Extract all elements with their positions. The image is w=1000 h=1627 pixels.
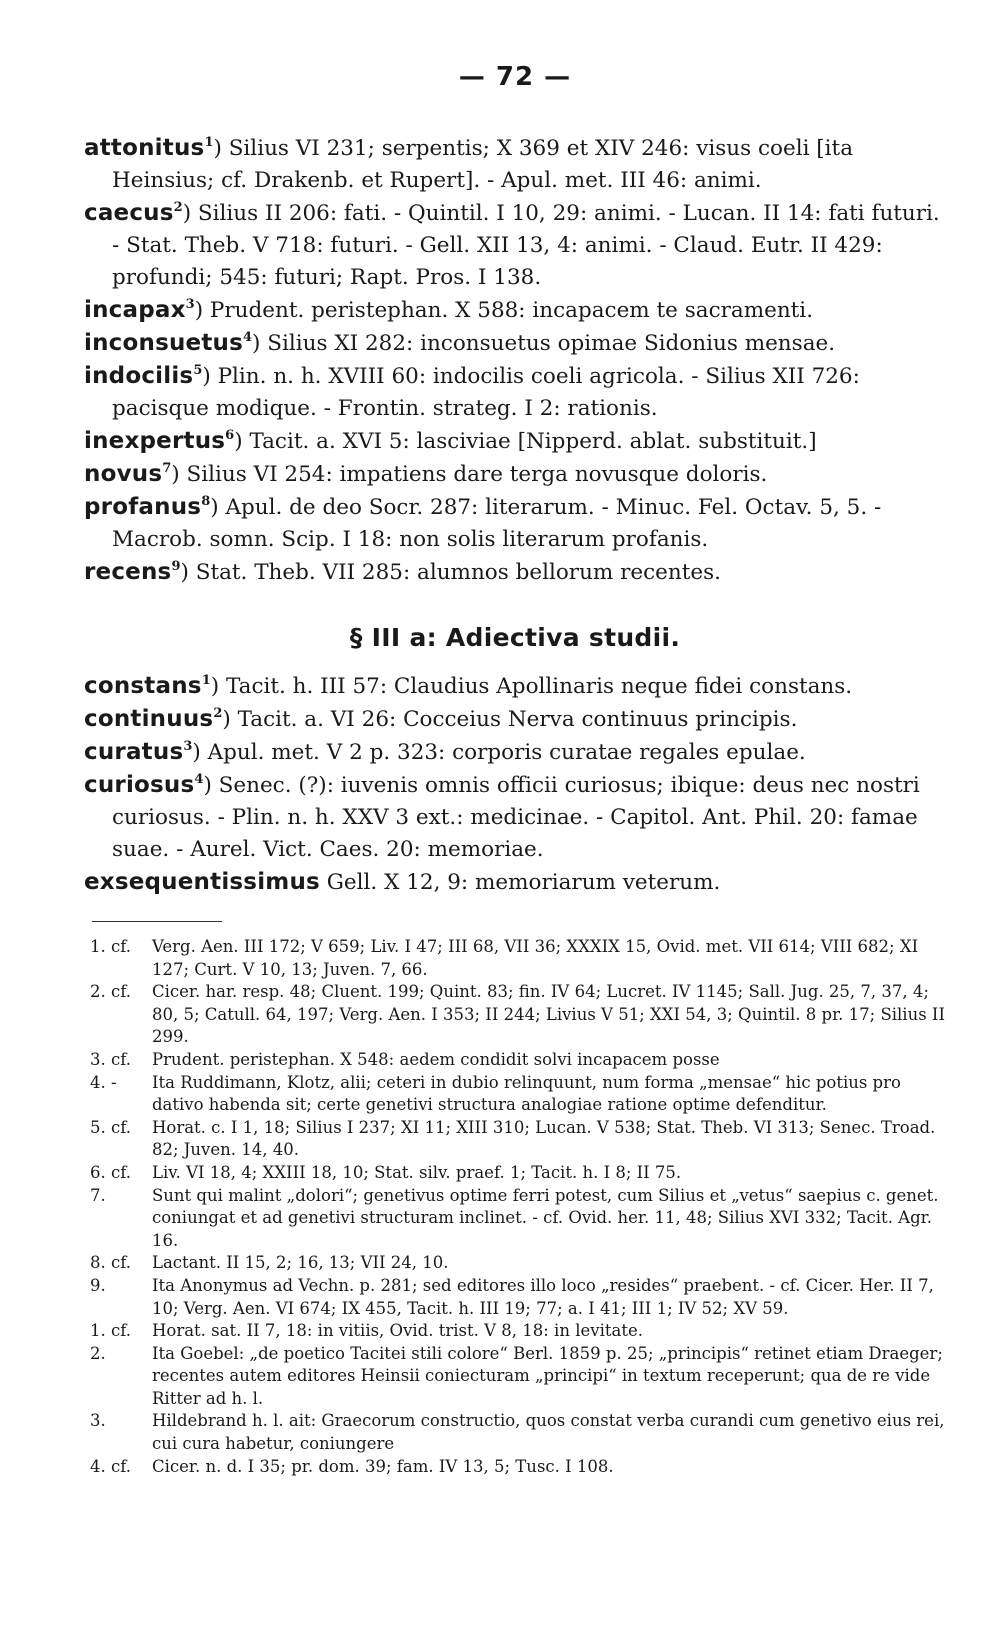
footnote bbox=[84, 1049, 946, 1072]
entry-lemma: novus bbox=[84, 461, 163, 487]
footnote bbox=[84, 1456, 946, 1479]
entry-lemma: caecus bbox=[84, 200, 174, 226]
entry-citation: ) Silius VI 231; serpentis; X 369 et XIV 246: visus coeli [ita Heinsius; cf. Drakenb. et Rupert]. - Apul. met. III 46: animi. bbox=[112, 136, 854, 193]
footnote-ref: 8 bbox=[201, 494, 211, 509]
footnote bbox=[84, 1343, 946, 1411]
entry bbox=[84, 132, 946, 197]
entry-lemma: profanus bbox=[84, 494, 202, 520]
footnote bbox=[84, 1185, 946, 1253]
footnote-mark: 4. - bbox=[90, 1072, 117, 1092]
entry-citation: ) Tacit. h. III 57: Claudius Apollinaris neque fidei constans. bbox=[210, 674, 853, 699]
footnote-mark: 9. bbox=[90, 1275, 106, 1295]
footnote-ref: 4 bbox=[243, 330, 253, 345]
entry-citation: ) Silius XI 282: inconsuetus opimae Sidonius mensae. bbox=[252, 331, 836, 356]
footnote-mark: 1. cf. bbox=[90, 1321, 131, 1341]
entry-lemma: curatus bbox=[84, 739, 184, 765]
footnote-text: Liv. VI 18, 4; XXIII 18, 10; Stat. silv. praef. 1; Tacit. h. I 8; II 75. bbox=[152, 1162, 682, 1182]
entry-lemma: recens bbox=[84, 559, 172, 585]
entry bbox=[84, 360, 946, 425]
entry-lemma: inconsuetus bbox=[84, 330, 243, 356]
entry bbox=[84, 491, 946, 556]
footnote-text: Horat. sat. II 7, 18: in vitiis, Ovid. trist. V 8, 18: in levitate. bbox=[152, 1321, 643, 1341]
footnote bbox=[84, 1410, 946, 1455]
entry bbox=[84, 670, 946, 703]
footnote-ref: 3 bbox=[183, 739, 193, 754]
entry-citation: ) Prudent. peristephan. X 588: incapacem te sacramenti. bbox=[194, 298, 814, 323]
footnotes-list-a bbox=[84, 936, 946, 1320]
entry-citation: ) Apul. met. V 2 p. 323: corporis curatae regales epulae. bbox=[192, 740, 806, 765]
footnote-mark: 3. bbox=[90, 1411, 106, 1431]
footnote-mark: 4. cf. bbox=[90, 1456, 131, 1476]
footnote-mark: 7. bbox=[90, 1185, 106, 1205]
footnote-text: Lactant. II 15, 2; 16, 13; VII 24, 10. bbox=[152, 1253, 449, 1273]
entries-list-a bbox=[84, 132, 946, 589]
section-heading: § III a: Adiectiva studii. bbox=[349, 623, 681, 652]
entry bbox=[84, 556, 946, 589]
entry-citation: ) Tacit. a. XVI 5: lasciviae [Nipperd. ablat. substituit.] bbox=[234, 429, 817, 454]
footnote bbox=[84, 1275, 946, 1320]
footnote bbox=[84, 1162, 946, 1185]
footnote-ref: 1 bbox=[201, 673, 211, 688]
footnote-text: Hildebrand h. l. ait: Graecorum constructio, quos constat verba curandi cum genetivo eius rei, cui cura habetur, coniungere bbox=[152, 1411, 945, 1454]
entry-lemma: inexpertus bbox=[84, 428, 226, 454]
entry-citation: ) Apul. de deo Socr. 287: literarum. - Minuc. Fel. Octav. 5, 5. - Macrob. somn. Scip. I 18: non solis literarum profanis. bbox=[112, 495, 882, 552]
footnote-mark: 8. cf. bbox=[90, 1253, 131, 1273]
footnote-ref: 2 bbox=[213, 706, 223, 721]
footnote-ref: 9 bbox=[171, 559, 181, 574]
entry-citation: ) Tacit. a. VI 26: Cocceius Nerva continuus principis. bbox=[222, 707, 798, 732]
page-number: — 72 — bbox=[458, 62, 572, 92]
footnote-text: Ita Ruddimann, Klotz, alii; ceteri in dubio relinquunt, num forma „mensae“ hic potius pro dativo habenda sit; certe genetivi structura analogiae ratione optime defenditur. bbox=[152, 1072, 901, 1115]
footnote-text: Ita Anonymus ad Vechn. p. 281; sed editores illo loco „resides“ praebent. - cf. Cicer. Her. II 7, 10; Verg. Aen. VI 674; IX 455, Tacit. h. III 19; 77; a. I 41; III 1; IV 52; XV 59. bbox=[152, 1275, 934, 1318]
entry-lemma: curiosus bbox=[84, 772, 195, 798]
entry bbox=[84, 736, 946, 769]
entry-lemma: attonitus bbox=[84, 135, 205, 161]
footnote-mark: 2. cf. bbox=[90, 982, 131, 1002]
footnote bbox=[84, 1252, 946, 1275]
footnote-text: Verg. Aen. III 172; V 659; Liv. I 47; III 68, VII 36; XXXIX 15, Ovid. met. VII 614; VIII 682; XI 127; Curt. V 10, 13; Juven. 7, 66. bbox=[152, 937, 919, 979]
entry-lemma: incapax bbox=[84, 297, 186, 323]
footnote-text: Ita Goebel: „de poetico Tacitei stili colore“ Berl. 1859 p. 25; „principis“ retinet etiam Draeger; recentes autem editores Heinsii coniecturam „principi“ in textum receperunt; qua de re vide Ritter ad h. l. bbox=[152, 1343, 943, 1408]
entry-lemma: indocilis bbox=[84, 363, 194, 389]
footnote-text: Sunt qui malint „dolori“; genetivus optime ferri potest, cum Silius et „vetus“ saepius c. genet. coniungat et ad genetivi structuram inclinet. - cf. Ovid. her. 11, 48; Silius XVI 332; Tacit. Agr. 16. bbox=[152, 1185, 939, 1250]
footnote-divider bbox=[92, 921, 222, 922]
footnote-ref: 2 bbox=[173, 200, 183, 215]
footnote bbox=[84, 936, 946, 981]
footnote-text: Horat. c. I 1, 18; Silius I 237; XI 11; XIII 310; Lucan. V 538; Stat. Theb. VI 313; Senec. Troad. 82; Juven. 14, 40. bbox=[152, 1117, 936, 1160]
entry-lemma: constans bbox=[84, 673, 202, 699]
footnote-mark: 3. cf. bbox=[90, 1049, 131, 1069]
entry bbox=[84, 327, 946, 360]
entries-list-b bbox=[84, 670, 946, 899]
entry-citation: ) Silius II 206: fati. - Quintil. I 10, 29: animi. - Lucan. II 14: fati futuri. - Stat. Theb. V 718: futuri. - Gell. XII 13, 4: animi. - Claud. Eutr. II 429: profundi; 545: futuri; Rapt. Pros. I 138. bbox=[112, 201, 940, 290]
footnote-text: Cicer. har. resp. 48; Cluent. 199; Quint. 83; fin. IV 64; Lucret. IV 1145; Sall. Jug. 25, 7, 37, 4; 80, 5; Catull. 64, 197; Verg. Aen. I 353; II 244; Livius V 51; XXI 54, 3; Quintil. 8 pr. 17; Silius II 299. bbox=[152, 982, 945, 1047]
entry bbox=[84, 866, 946, 899]
footnote-text: Cicer. n. d. I 35; pr. dom. 39; fam. IV 13, 5; Tusc. I 108. bbox=[152, 1456, 614, 1476]
footnote bbox=[84, 1072, 946, 1117]
footnote-ref: 4 bbox=[194, 772, 204, 787]
entry-citation: ) Senec. (?): iuvenis omnis officii curiosus; ibique: deus nec nostri curiosus. - Plin. n. h. XXV 3 ext.: medicinae. - Capitol. Ant. Phil. 20: famae suae. - Aurel. Vict. Caes. 20: memoriae. bbox=[112, 773, 920, 862]
entry bbox=[84, 425, 946, 458]
entry bbox=[84, 458, 946, 491]
footnotes-list-b bbox=[84, 1320, 946, 1478]
entry-lemma: continuus bbox=[84, 706, 214, 732]
entry-citation: Gell. X 12, 9: memoriarum veterum. bbox=[319, 870, 721, 895]
footnote-ref: 3 bbox=[185, 297, 195, 312]
footnote-mark: 2. bbox=[90, 1343, 106, 1363]
entry-citation: ) Plin. n. h. XVIII 60: indocilis coeli agricola. - Silius XII 726: pacisque modique. - Frontin. strateg. I 2: rationis. bbox=[112, 364, 860, 421]
footnote-ref: 1 bbox=[204, 135, 214, 150]
entry-lemma: exsequentissimus bbox=[84, 869, 320, 895]
footnote-text: Prudent. peristephan. X 548: aedem condidit solvi incapacem posse bbox=[152, 1049, 720, 1069]
footnote-ref: 5 bbox=[193, 363, 203, 378]
footnote-ref: 6 bbox=[225, 428, 235, 443]
footnote bbox=[84, 1117, 946, 1162]
entry bbox=[84, 703, 946, 736]
footnote-mark: 6. cf. bbox=[90, 1162, 131, 1182]
footnote-ref: 7 bbox=[162, 461, 172, 476]
footnote bbox=[84, 981, 946, 1049]
entry-citation: ) Silius VI 254: impatiens dare terga novusque doloris. bbox=[171, 462, 768, 487]
entry-citation: ) Stat. Theb. VII 285: alumnos bellorum recentes. bbox=[180, 560, 721, 585]
footnote-mark: 1. cf. bbox=[90, 937, 131, 956]
entry bbox=[84, 294, 946, 327]
entry bbox=[84, 769, 946, 866]
footnote-mark: 5. cf. bbox=[90, 1117, 131, 1137]
entry bbox=[84, 197, 946, 294]
footnote bbox=[84, 1320, 946, 1343]
